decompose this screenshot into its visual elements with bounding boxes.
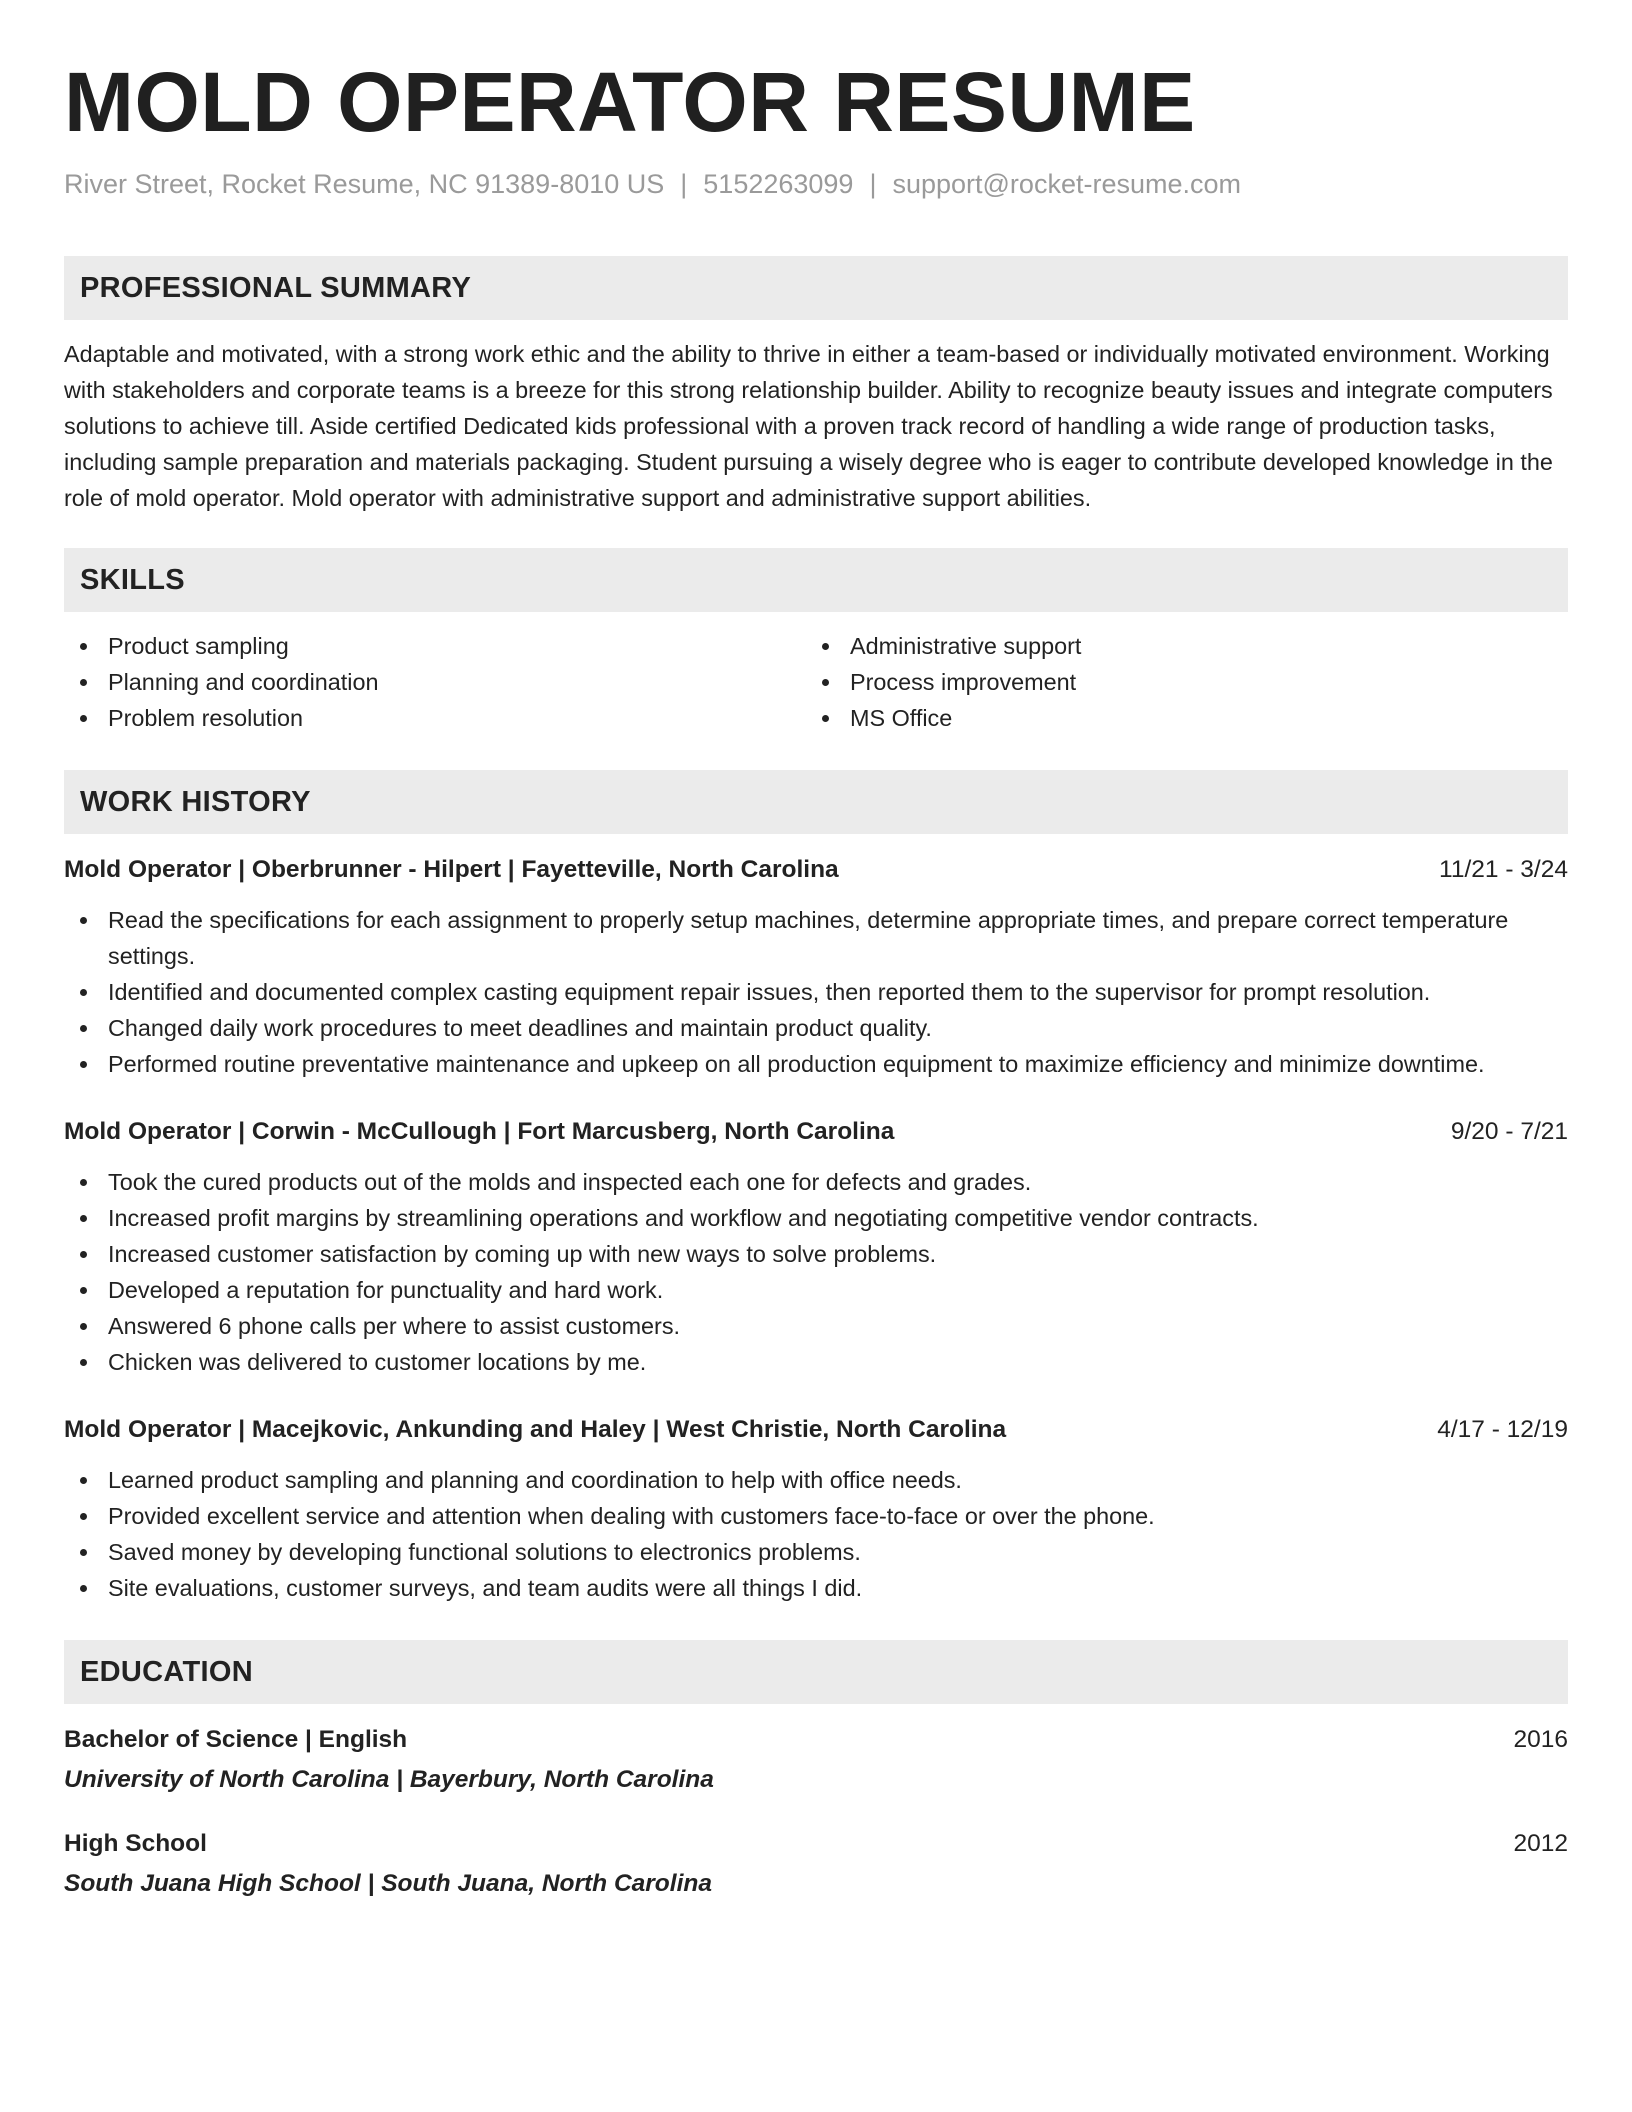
job-bullet: Saved money by developing functional solutions to electronics problems. — [64, 1534, 1568, 1570]
skill-item: Problem resolution — [64, 700, 806, 736]
education-entry — [64, 1826, 1568, 1902]
contact-line — [64, 164, 1568, 204]
job-bullet: Provided excellent service and attention when dealing with customers face-to-face or over the phone. — [64, 1498, 1568, 1534]
skills-column-left — [64, 628, 806, 736]
job-bullet: Took the cured products out of the molds and inspected each one for defects and grades. — [64, 1164, 1568, 1200]
job-bullets — [64, 1462, 1568, 1606]
resume-page — [64, 52, 1568, 1902]
education-degree: Bachelor of Science | English — [64, 1726, 408, 1753]
job-bullet: Increased customer satisfaction by coming up with new ways to solve problems. — [64, 1236, 1568, 1272]
skill-item: Administrative support — [806, 628, 1548, 664]
job-bullet: Read the specifications for each assignment to properly setup machines, determine appropriate times, and prepare correct temperature settings. — [64, 902, 1568, 974]
skills-list — [64, 628, 1568, 736]
job-entry — [64, 1412, 1568, 1606]
work-section-header — [64, 770, 1568, 834]
skills-section-header — [64, 548, 1568, 612]
education-degree: High School — [64, 1830, 207, 1857]
contact-phone: 5152263099 — [703, 169, 854, 199]
job-bullet: Increased profit margins by streamlining operations and workflow and negotiating competitive vendor contracts. — [64, 1200, 1568, 1236]
contact-email[interactable]: support@rocket-resume.com — [892, 169, 1241, 199]
education-header — [64, 1826, 1568, 1862]
education-heading: EDUCATION — [80, 1655, 253, 1688]
job-bullets — [64, 902, 1568, 1082]
skill-item: Process improvement — [806, 664, 1548, 700]
job-entry — [64, 1114, 1568, 1380]
education-date: 2012 — [1513, 1830, 1568, 1857]
job-title: Mold Operator | Macejkovic, Ankunding and Haley | West Christie, North Carolina — [64, 1416, 1007, 1443]
summary-text: Adaptable and motivated, with a strong work ethic and the ability to thrive in either a team-based or individually motivated environment. Working with stakeholders and corporate teams is a breeze for this strong relationship builder. Ability to recognize beauty issues and integrate computers solutions to achieve till. Aside certified Dedicated kids professional with a proven track record of handling a wide range of production tasks, including sample preparation and materials packaging. Student pursuing a wisely degree who is eager to contribute developed knowledge in the role of mold operator. Mold operator with administrative support and administrative support abilities. — [64, 341, 1553, 511]
job-header — [64, 1412, 1568, 1448]
education-section-header — [64, 1640, 1568, 1704]
skill-item: Planning and coordination — [64, 664, 806, 700]
education-header — [64, 1722, 1568, 1758]
job-entry — [64, 852, 1568, 1082]
job-bullet: Answered 6 phone calls per where to assist customers. — [64, 1308, 1568, 1344]
job-bullet: Chicken was delivered to customer locations by me. — [64, 1344, 1568, 1380]
skill-item: Product sampling — [64, 628, 806, 664]
job-header — [64, 1114, 1568, 1150]
job-bullets — [64, 1164, 1568, 1380]
work-heading: WORK HISTORY — [80, 785, 311, 818]
summary-heading: PROFESSIONAL SUMMARY — [80, 271, 472, 304]
job-bullet: Changed daily work procedures to meet deadlines and maintain product quality. — [64, 1010, 1568, 1046]
job-bullet: Developed a reputation for punctuality and hard work. — [64, 1272, 1568, 1308]
contact-separator: | — [680, 169, 688, 199]
job-title: Mold Operator | Corwin - McCullough | Fort Marcusberg, North Carolina — [64, 1118, 895, 1145]
education-school: South Juana High School | South Juana, North Carolina — [64, 1870, 712, 1897]
job-title: Mold Operator | Oberbrunner - Hilpert | Fayetteville, North Carolina — [64, 856, 839, 883]
skills-heading: SKILLS — [80, 563, 185, 596]
education-school: University of North Carolina | Bayerbury, North Carolina — [64, 1766, 714, 1793]
job-header — [64, 852, 1568, 888]
contact-separator: | — [869, 169, 877, 199]
job-bullet: Learned product sampling and planning and coordination to help with office needs. — [64, 1462, 1568, 1498]
job-bullet: Site evaluations, customer surveys, and team audits were all things I did. — [64, 1570, 1568, 1606]
job-date: 4/17 - 12/19 — [1437, 1416, 1568, 1443]
resume-title: MOLD OPERATOR RESUME — [64, 55, 1196, 149]
summary-section-header — [64, 256, 1568, 320]
skills-column-right — [806, 628, 1548, 736]
job-bullet: Identified and documented complex casting equipment repair issues, then reported them to the supervisor for prompt resolution. — [64, 974, 1568, 1010]
education-date: 2016 — [1513, 1726, 1568, 1753]
skill-item: MS Office — [806, 700, 1548, 736]
education-entry — [64, 1722, 1568, 1798]
contact-address: River Street, Rocket Resume, NC 91389-8010 US — [64, 169, 665, 199]
job-date: 9/20 - 7/21 — [1450, 1118, 1568, 1145]
job-bullet: Performed routine preventative maintenance and upkeep on all production equipment to maximize efficiency and minimize downtime. — [64, 1046, 1568, 1082]
job-date: 11/21 - 3/24 — [1439, 856, 1568, 883]
